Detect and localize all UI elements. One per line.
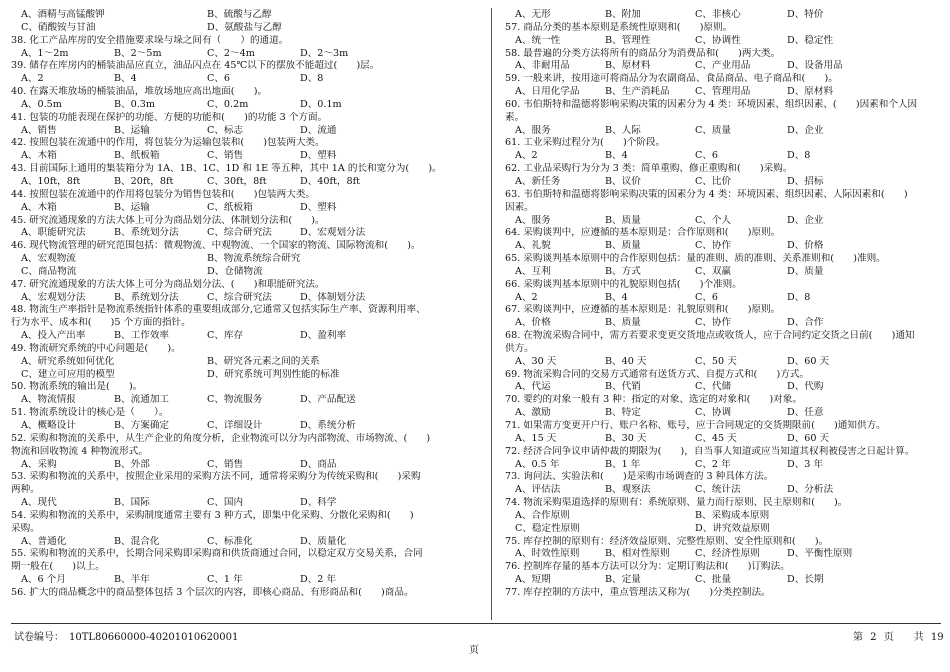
option-choice: D、原材料 (787, 86, 834, 98)
question-stem: 67. 采购谈判中，应遵循的基本原则是：礼貌原则和( )原则。 (505, 304, 781, 316)
option-choice: A、采购 (21, 458, 57, 470)
option-choice: C、经济性原则 (695, 548, 760, 560)
question-stem: 66. 采购谈判基本原则中的礼貌原则包括( )个准则。 (505, 278, 742, 290)
page-info: 第 2 页 共 19 (853, 632, 944, 643)
option-choice: B、硫酸与乙醇 (207, 9, 272, 20)
option-choice: C、建立可应用的模型 (21, 368, 115, 380)
question-stem: 61. 工业采购过程分为( )个阶段。 (505, 137, 666, 149)
option-choice: D、科学 (300, 497, 337, 509)
question-stem: 48. 物流生产率指针是物流系统指针体系的重要组成部分,它通常又包括实际生产率、资源利用率、 (11, 304, 426, 316)
option-choice: B、研究各元素之间的关系 (207, 355, 320, 367)
question-stem: 60. 韦伯斯特和温德将影响采购决策的因素分为 4 类：环境因素、组织因素、( )因素和个人因 (505, 98, 918, 110)
question-continuation: 素。 (505, 111, 525, 123)
option-choice: B、议价 (605, 175, 641, 187)
option-choice: D、任意 (787, 407, 824, 419)
option-choice: B、人际 (605, 124, 641, 136)
option-choice: D、仓储物流 (207, 265, 263, 277)
column-divider (491, 8, 492, 620)
question-stem: 56. 扩大的商品概念中的商品整体包括 3 个层次的内容，即核心商品、有形商品和( )商品。 (11, 586, 414, 598)
option-row (11, 394, 461, 407)
option-choice: B、4 (114, 73, 137, 85)
option-choice: B、混合化 (114, 535, 160, 547)
option-choice: D、盈利率 (300, 330, 347, 342)
option-row (505, 548, 941, 561)
question-stem: 45. 研究流通现象的方法大体上可分为商品划分法、体制划分法和( )。 (11, 214, 325, 226)
option-choice: A、30 天 (515, 355, 557, 367)
option-row (11, 292, 461, 305)
question-continuation: 两种。 (11, 484, 40, 496)
option-choice: D、长期 (787, 574, 824, 586)
option-choice: D、稳定性 (787, 34, 834, 46)
option-choice: A、木箱 (21, 201, 57, 213)
option-choice: B、国际 (114, 497, 150, 509)
option-row (505, 9, 941, 22)
exam-number: 试卷编号： 10TL80660000-40201010620001 (14, 632, 239, 643)
option-choice: C、管理用品 (695, 86, 751, 98)
option-row (11, 497, 461, 510)
question-stem: 40. 在露天堆放场的桶装油品，堆放场地应高出地面( )。 (11, 86, 268, 98)
option-row (505, 240, 941, 253)
question-stem: 58. 最普遍的分类方法将所有的商品分为消费品和( )两大类。 (505, 47, 781, 59)
option-choice: A、代运 (515, 381, 551, 393)
option-choice: B、采购成本原则 (695, 509, 770, 521)
option-choice: C、销售 (207, 458, 244, 470)
option-choice: C、50 天 (695, 355, 737, 367)
option-row (11, 574, 461, 587)
option-choice: A、服务 (515, 124, 551, 136)
option-choice: C、协作 (695, 317, 732, 329)
option-choice: C、物流服务 (207, 394, 263, 406)
question-stem: 41. 包装的功能表现在保护的功能、方便的功能和( )的功能 3 个方面。 (11, 111, 328, 123)
option-choice: C、详细设计 (207, 420, 263, 431)
question-stem: 65. 采购谈判基本原则中的合作原则包括：量的准则、质的准则、关系准则和( )准则。 (505, 253, 886, 265)
question-stem: 51. 物流系统设计的核心是（ ）。 (11, 407, 169, 419)
option-choice: C、标志 (207, 124, 244, 136)
question-continuation: 期一般在( )以上。 (11, 561, 105, 573)
option-row (11, 420, 461, 433)
option-row (505, 125, 941, 138)
option-row (11, 99, 461, 112)
option-choice: A、无形 (515, 9, 551, 20)
option-choice: D、塑料 (300, 150, 337, 162)
option-choice: A、激励 (515, 407, 551, 419)
option-choice: A、非耐用品 (515, 60, 570, 72)
option-choice: B、4 (605, 150, 628, 162)
option-choice: D、系统分析 (300, 420, 356, 431)
question-continuation: 供方。 (505, 342, 534, 354)
option-choice: A、6 个月 (21, 574, 66, 586)
footer-rule (11, 623, 941, 624)
option-choice: A、2 (515, 291, 538, 303)
option-choice: A、服务 (515, 214, 551, 226)
option-choice: C、综合研究法 (207, 291, 272, 303)
option-choice: C、硝酸铵与甘油 (21, 21, 96, 33)
option-choice: B、1 年 (605, 458, 641, 470)
option-choice: C、批量 (695, 574, 732, 586)
option-choice: C、2 年 (695, 458, 731, 470)
option-choice: C、6 (207, 73, 231, 85)
option-choice: B、方案确定 (114, 420, 170, 431)
option-choice: B、工作效率 (114, 330, 170, 342)
option-choice: B、生产消耗品 (605, 86, 670, 98)
option-choice: A、2 (21, 73, 44, 85)
option-choice: D、价格 (787, 240, 824, 252)
option-choice: B、质量 (605, 317, 641, 329)
option-choice: D、2～3m (300, 47, 349, 59)
option-choice: A、互利 (515, 265, 551, 277)
question-stem: 39. 储存在库房内的桶装油品应直立，油品闪点在 45℃以下的摆放不能超过( )层。 (11, 60, 380, 72)
option-row (505, 266, 941, 279)
option-choice: D、3 年 (787, 458, 824, 470)
option-choice: B、运输 (114, 201, 150, 213)
option-row (505, 292, 941, 305)
question-stem: 43. 目前国际上通用的集装箱分为 1A、1B、1C、1D 和 1E 等五种，其中 1A 的长和宽分为( )。 (11, 163, 442, 175)
left-question-column (11, 9, 461, 600)
option-choice: C、质量 (695, 124, 732, 136)
option-choice: D、氨酸盐与乙醇 (207, 21, 282, 33)
option-choice: D、企业 (787, 124, 824, 136)
option-choice: D、设备用品 (787, 60, 843, 72)
option-choice: A、2 (515, 150, 538, 162)
option-row (505, 574, 941, 587)
option-row (11, 150, 461, 163)
option-choice: A、宏观划分法 (21, 291, 86, 303)
option-choice: B、40 天 (605, 355, 647, 367)
option-row (505, 86, 941, 99)
option-choice: D、60 天 (787, 432, 830, 444)
question-stem: 68. 在物流采购合同中，需方若要求变更交货地点或收货人，应于合同约定交货之日前( )通知 (505, 330, 915, 342)
option-choice: C、协作 (695, 240, 732, 252)
option-row (11, 459, 461, 472)
option-row (11, 48, 461, 61)
option-choice: C、标准化 (207, 535, 253, 547)
question-stem: 63. 韦伯斯特和温德将影响采购决策的因素分为 4 类：环境因素、组织因素、人际因素和( ) (505, 188, 908, 200)
option-row (11, 227, 461, 240)
option-choice: B、纸板箱 (114, 150, 160, 162)
option-choice: D、60 天 (787, 355, 830, 367)
page-label: 页 (469, 645, 479, 656)
option-row (505, 459, 941, 472)
option-choice: C、产业用品 (695, 60, 751, 72)
option-row (11, 125, 461, 138)
question-stem: 47. 研究流通现象的方法大体上可分为商品划分法、( )和职能研究法。 (11, 278, 325, 290)
option-choice: D、流通 (300, 124, 337, 136)
question-stem: 74. 物流采购渠道选择的原则有：系统原则、量力而行原则、民主原则和( )。 (505, 497, 848, 509)
option-choice: A、15 天 (515, 432, 557, 444)
option-row (505, 523, 941, 536)
option-choice: D、质量化 (300, 535, 347, 547)
question-stem: 71. 如果需方变更开户行、账户名称、账号，应于合同规定的交货期限前( )通知供方。 (505, 420, 886, 431)
option-choice: B、系统划分法 (114, 227, 179, 239)
option-choice: B、2～5m (114, 47, 162, 59)
option-row (11, 356, 461, 369)
question-stem: 54. 采购和物流的关系中，采购制度通常主要有 3 种方式，即集中化采购、分散化采购和( ) (11, 509, 414, 521)
option-choice: D、合作 (787, 317, 824, 329)
option-choice: A、0.5m (21, 98, 62, 110)
option-choice: A、10ft，8ft (21, 175, 81, 187)
option-choice: B、原材料 (605, 60, 651, 72)
option-choice: D、40ft，8ft (300, 175, 361, 187)
option-row (505, 433, 941, 446)
option-choice: D、企业 (787, 214, 824, 226)
option-row (11, 253, 461, 266)
option-row (505, 317, 941, 330)
option-choice: C、非核心 (695, 9, 741, 20)
question-stem: 64. 采购谈判中，应遵循的基本原则是：合作原则和( )原则。 (505, 227, 781, 239)
option-choice: D、质量 (787, 265, 824, 277)
question-stem: 52. 采购和物流的关系中，从生产企业的角度分析，企业物流可以分为内部物流、市场物流、( ) (11, 432, 431, 444)
option-choice: B、方式 (605, 265, 641, 277)
option-choice: D、招标 (787, 175, 824, 187)
option-choice: D、0.1m (300, 98, 342, 110)
option-choice: C、个人 (695, 214, 732, 226)
option-choice: D、讲究效益原则 (695, 522, 770, 534)
option-row (505, 381, 941, 394)
option-row (505, 35, 941, 48)
option-choice: A、职能研究法 (21, 227, 86, 239)
option-choice: B、质量 (605, 214, 641, 226)
option-choice: A、价格 (515, 317, 551, 329)
option-choice: C、国内 (207, 497, 244, 509)
option-choice: A、合作原则 (515, 509, 570, 521)
option-choice: B、代销 (605, 381, 641, 393)
option-choice: C、代储 (695, 381, 732, 393)
option-choice: A、概略设计 (21, 420, 76, 431)
option-row (505, 407, 941, 420)
option-choice: A、宏观物流 (21, 253, 76, 265)
option-choice: C、30ft，8ft (207, 175, 267, 187)
option-choice: A、0.5 年 (515, 458, 560, 470)
question-stem: 73. 询问法、实验法和( )是采购市场调查的 3 种具体方法。 (505, 471, 774, 483)
option-choice: B、观察法 (605, 484, 651, 496)
option-choice: B、30 天 (605, 432, 647, 444)
question-stem: 38. 化工产品库房的安全措施要求垛与垛之间有（ ）的通道。 (11, 34, 289, 46)
question-stem: 44. 按照包装在流通中的作用将包装分为销售包装和( )包装两大类。 (11, 188, 316, 200)
option-choice: B、相对性原则 (605, 548, 670, 560)
option-choice: A、日用化学品 (515, 86, 580, 98)
option-choice: A、普通化 (21, 535, 67, 547)
option-choice: B、0.3m (114, 98, 155, 110)
option-row (11, 369, 461, 382)
question-stem: 70. 要约的对象一般有 3 种：指定的对象、选定的对象和( )对象。 (505, 394, 803, 406)
option-choice: B、质量 (605, 240, 641, 252)
option-choice: C、2～4m (207, 47, 255, 59)
option-row (11, 536, 461, 549)
option-choice: C、协调性 (695, 34, 741, 46)
option-choice: A、统一性 (515, 34, 561, 46)
question-stem: 77. 库存控制的方法中，重点管理法又称为( )分类控制法。 (505, 586, 771, 598)
question-stem: 50. 物流系统的输出是( )。 (11, 381, 143, 393)
option-choice: C、比价 (695, 175, 732, 187)
option-choice: D、产品配送 (300, 394, 356, 406)
option-choice: B、20ft，8ft (114, 175, 174, 187)
option-row (11, 9, 461, 22)
option-choice: A、销售 (21, 124, 57, 136)
option-row (505, 484, 941, 497)
question-stem: 75. 库存控制的原则有：经济效益原则、完整性原则、安全性原则和( )。 (505, 535, 829, 547)
option-choice: B、运输 (114, 124, 150, 136)
option-choice: A、1～2m (21, 47, 69, 59)
question-continuation: 行为水平、成本和( )5 个方面的指针。 (11, 317, 191, 329)
option-choice: D、特价 (787, 9, 824, 20)
option-choice: C、综合研究法 (207, 227, 272, 239)
option-choice: B、系统划分法 (114, 291, 179, 303)
option-row (11, 176, 461, 189)
option-choice: B、管理性 (605, 34, 651, 46)
option-choice: D、平衡性原则 (787, 548, 853, 560)
question-continuation: 因素。 (505, 201, 534, 213)
question-stem: 62. 工业品采购行为分为 3 类：简单重购、修正重购和( )采购。 (505, 163, 793, 175)
option-row (505, 150, 941, 163)
option-choice: C、6 (695, 150, 719, 162)
option-choice: A、现代 (21, 497, 57, 509)
question-stem: 55. 采购和物流的关系中，长期合同采购即采购商和供货商通过合同，以稳定双方交易关系，合同 (11, 548, 423, 560)
question-continuation: 采购。 (11, 522, 40, 534)
option-choice: B、物流系统综合研究 (207, 253, 301, 265)
option-row (505, 60, 941, 73)
option-choice: B、流通加工 (114, 394, 170, 406)
option-choice: B、定量 (605, 574, 641, 586)
option-choice: A、物流情报 (21, 394, 76, 406)
option-choice: A、评估法 (515, 484, 561, 496)
option-row (11, 22, 461, 35)
option-choice: B、半年 (114, 574, 150, 586)
option-choice: D、8 (300, 73, 324, 85)
option-choice: A、研究系统如何优化 (21, 355, 115, 367)
question-stem: 59. 一般来讲，按用途可将商品分为农副商品、食品商品、电子商品和( )。 (505, 73, 838, 85)
option-row (11, 73, 461, 86)
option-choice: C、协调 (695, 407, 732, 419)
option-choice: C、销售 (207, 150, 244, 162)
option-choice: A、投入产出率 (21, 330, 86, 342)
option-choice: B、特定 (605, 407, 641, 419)
question-stem: 49. 物流研究系统的中心问题是( )。 (11, 342, 181, 354)
question-continuation: 物流和回收物流 4 种物流形式。 (11, 445, 148, 457)
option-row (11, 202, 461, 215)
question-stem: 76. 控制库存量的基本方法可以分为：定期订购法和( )订购法。 (505, 561, 790, 573)
question-stem: 42. 按照包装在流通中的作用，将包装分为运输包装和( )包装两大类。 (11, 137, 325, 149)
option-choice: C、1 年 (207, 574, 243, 586)
question-stem: 46. 现代物流管理的研究范围包括：微观物流、中观物流、一个国家的物流、国际物流和( )。 (11, 240, 421, 252)
question-stem: 53. 采购和物流的关系中，按照企业采用的采购方法不同，通常将采购分为传统采购和( )采购 (11, 471, 421, 483)
option-choice: D、体制划分法 (300, 291, 366, 303)
option-choice: D、商品 (300, 458, 337, 470)
option-choice: A、木箱 (21, 150, 57, 162)
option-choice: B、外部 (114, 458, 150, 470)
option-row (11, 266, 461, 279)
option-choice: C、双赢 (695, 265, 732, 277)
option-choice: D、研究系统可判别性能的标准 (207, 368, 340, 380)
option-choice: D、宏观划分法 (300, 227, 366, 239)
option-row (505, 176, 941, 189)
option-choice: A、礼貌 (515, 240, 551, 252)
option-choice: C、稳定性原则 (515, 522, 580, 534)
right-question-column (505, 9, 941, 600)
option-choice: D、8 (787, 291, 811, 303)
option-row (505, 356, 941, 369)
option-row (505, 510, 941, 523)
option-choice: D、2 年 (300, 574, 337, 586)
option-choice: A、酒精与高锰酸钾 (21, 9, 105, 20)
option-choice: A、短期 (515, 574, 551, 586)
option-choice: D、8 (787, 150, 811, 162)
question-stem: 57. 商品分类的基本原则是系统性原则和( )原则。 (505, 21, 733, 33)
option-row (11, 330, 461, 343)
question-stem: 72. 经济合同争议申请仲裁的期限为( )，自当事人知道或应当知道其权利被侵害之日起计算。 (505, 445, 915, 457)
option-choice: B、4 (605, 291, 628, 303)
option-choice: D、分析法 (787, 484, 834, 496)
option-row (505, 215, 941, 228)
option-choice: C、6 (695, 291, 719, 303)
option-choice: C、纸板箱 (207, 201, 253, 213)
option-choice: C、0.2m (207, 98, 249, 110)
option-choice: A、时效性原则 (515, 548, 580, 560)
option-choice: C、库存 (207, 330, 244, 342)
option-choice: C、统计法 (695, 484, 741, 496)
question-stem: 69. 物流采购合同的交易方式通常有送货方式、自提方式和( )方式。 (505, 368, 810, 380)
option-choice: B、附加 (605, 9, 641, 20)
option-choice: D、塑料 (300, 201, 337, 213)
option-choice: D、代购 (787, 381, 824, 393)
option-choice: C、商品物流 (21, 265, 77, 277)
option-choice: A、新任务 (515, 175, 561, 187)
option-choice: C、45 天 (695, 432, 737, 444)
